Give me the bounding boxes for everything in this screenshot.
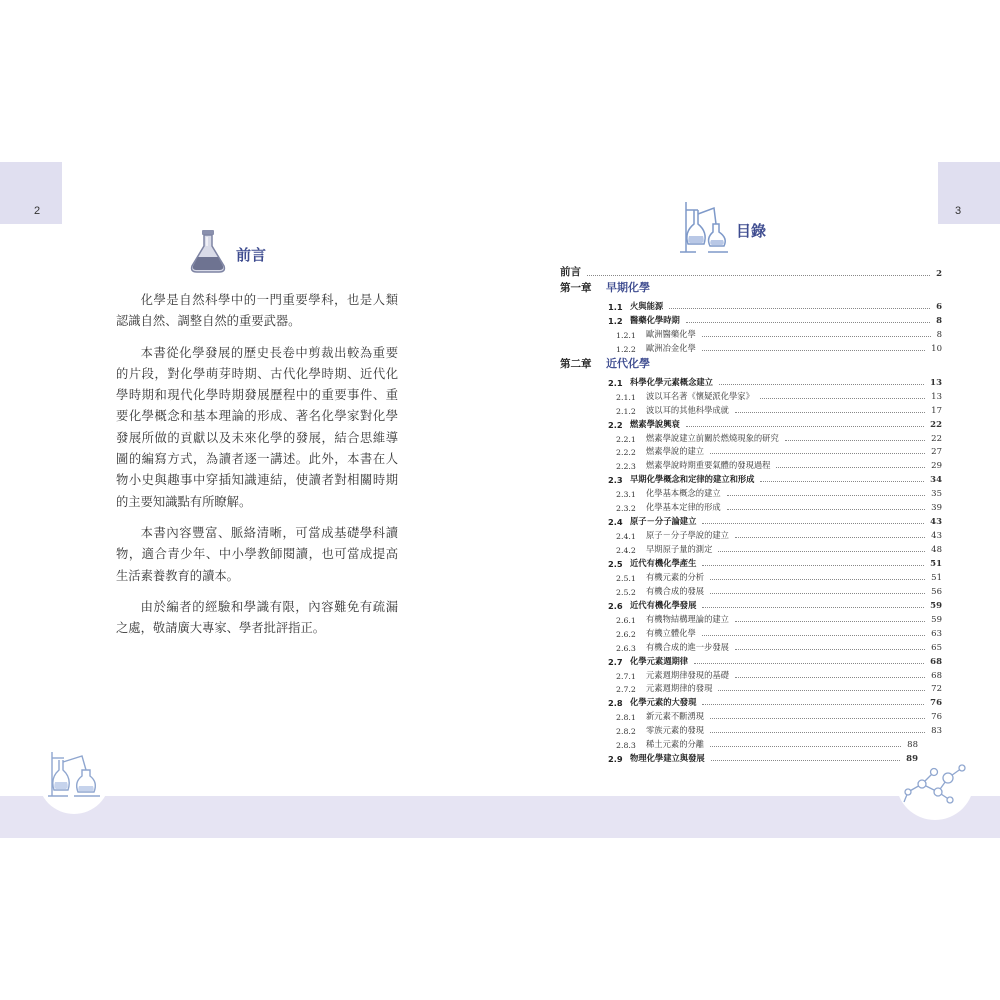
toc-entry-sec	[560, 654, 942, 667]
toc-entry-number: 2.1	[608, 377, 623, 388]
toc-dot-leader	[702, 704, 924, 705]
toc-entry-number: 2.9	[608, 754, 623, 765]
toc-entry-sub	[560, 341, 942, 354]
toc-entry-label: 燃素學說的建立	[646, 446, 705, 457]
toc-entry-label: 稀土元素的分離	[646, 739, 705, 750]
toc-entry-number: 第二章	[560, 357, 592, 370]
toc-dot-leader	[718, 690, 925, 691]
toc-entry-number: 2.8.2	[616, 727, 636, 737]
page-tab-left	[0, 162, 62, 224]
toc-entry-sec	[560, 375, 942, 388]
toc-entry-number: 2.8	[608, 698, 623, 709]
toc-entry-chapter	[560, 282, 942, 295]
toc-dot-leader	[669, 308, 930, 309]
toc-dot-leader	[686, 426, 924, 427]
toc-entry-sub	[560, 528, 942, 541]
toc-entry-page: 56	[931, 586, 942, 597]
toc-entry-number: 1.1	[608, 302, 623, 312]
toc-dot-leader	[735, 621, 925, 622]
toc-entry-sub	[560, 723, 942, 736]
toc-entry-sub	[560, 403, 942, 416]
bottom-band	[0, 796, 1000, 838]
page-number-left: 2	[34, 205, 41, 217]
toc-entry-sec	[560, 695, 942, 708]
toc-entry-sub	[560, 681, 942, 694]
toc-entry-label: 有機合成的發展	[646, 585, 705, 596]
toc-entry-page: 76	[931, 712, 942, 723]
toc-entry-sec	[560, 417, 942, 430]
toc-entry-sub	[560, 737, 918, 750]
preface-paragraph: 本書內容豐富、脈絡清晰，可當成基礎學科讀物，適合青少年、中小學教師閱讀，也可當成提高生活素養教育的讀本。	[116, 525, 398, 583]
toc-entry-sec	[560, 556, 942, 569]
toc-entry-label: 近代有機化學產生	[630, 557, 697, 568]
toc-entry-label: 有機元素的分析	[646, 571, 705, 582]
toc-entry-sub	[560, 626, 942, 639]
toc-entry-number: 2.5.2	[616, 587, 636, 597]
toc-entry-page: 51	[931, 572, 942, 583]
toc-entry-label: 有機立體化學	[646, 627, 696, 638]
toc-entry-label: 燃素學說興衰	[630, 418, 680, 429]
toc-entry-label: 波以耳的其他科學成就	[646, 404, 729, 415]
toc-dot-leader	[760, 398, 925, 399]
toc-entry-page: 83	[931, 726, 942, 737]
toc-entry-page: 68	[931, 670, 942, 681]
toc-entry-page: 27	[931, 447, 942, 458]
toc-entry-number: 2.2.3	[616, 462, 636, 472]
toc-entry-page: 72	[931, 684, 942, 695]
molecule-icon	[900, 762, 970, 806]
toc-dot-leader	[702, 565, 924, 566]
toc-entry-label: 燃素學說建立前關於燃燒現象的研究	[646, 432, 779, 443]
toc-entry-sub	[560, 584, 942, 597]
toc-entry-label: 科學化學元素概念建立	[630, 376, 713, 387]
toc-entry-number: 2.4.2	[616, 546, 636, 556]
toc-entry-sub	[560, 612, 942, 625]
toc-entry-number: 2.5	[608, 558, 623, 569]
toc-entry-label: 醫藥化學時期	[630, 314, 680, 325]
toc-entry-label: 有機合成的進一步發展	[646, 641, 729, 652]
toc-entry-number: 2.5.1	[616, 573, 636, 583]
toc-dot-leader	[711, 760, 900, 761]
toc-dot-leader	[587, 275, 930, 276]
toc-entry-label: 元素週期律發現的基礎	[646, 669, 729, 680]
toc-entry-page: 29	[931, 461, 942, 472]
toc-entry-label: 化學基本定律的形成	[646, 502, 721, 513]
toc-entry-page: 43	[931, 531, 942, 542]
toc-entry-number: 2.3.1	[616, 490, 636, 500]
toc-dot-leader	[718, 551, 925, 552]
toc-dot-leader	[710, 593, 925, 594]
toc-entry-page: 22	[930, 419, 942, 430]
toc-entry-number: 2.6.1	[616, 615, 636, 625]
toc-entry-number: 2.6.2	[616, 629, 636, 639]
toc-entry-number: 2.1.2	[616, 406, 636, 416]
toc-entry-sub	[560, 709, 942, 722]
toc-entry-sub	[560, 668, 942, 681]
toc-entry-label: 歐洲醫藥化學	[646, 328, 696, 339]
toc-entry-number: 2.1.1	[616, 392, 636, 402]
toc-entry-sub	[560, 640, 942, 653]
page-tab-right	[938, 162, 1000, 224]
toc-entry-page: 51	[930, 558, 942, 569]
toc-entry-number: 2.7.1	[616, 671, 636, 681]
toc-entry-label: 近代化學	[606, 356, 650, 370]
toc-entry-page: 63	[931, 628, 942, 639]
toc-dot-leader	[735, 412, 925, 413]
toc-entry-page: 43	[930, 517, 942, 528]
toc-entry-label: 有機物結構理論的建立	[646, 613, 729, 624]
toc-entry-number: 第一章	[560, 282, 592, 294]
toc-entry-number: 2.7	[608, 656, 623, 667]
toc-entry-sec	[560, 472, 942, 485]
toc-entry-label: 燃素學說時期重要氣體的發現過程	[646, 460, 771, 471]
toc-dot-leader	[702, 336, 931, 337]
toc-entry-number: 2.6	[608, 600, 623, 611]
toc-entry-page: 10	[931, 343, 942, 354]
toc-entry-page: 22	[931, 433, 942, 444]
toc-entry-sec	[560, 299, 942, 312]
toc-entry-page: 68	[930, 656, 942, 667]
toc-entry-page: 6	[936, 302, 942, 312]
toc-dot-leader	[710, 746, 901, 747]
toc-entry-sub	[560, 500, 942, 513]
toc-entry-number: 1.2	[608, 315, 623, 326]
toc-dot-leader	[719, 384, 924, 385]
toc-entry-page: 17	[931, 405, 942, 416]
toc-entry-sub	[560, 389, 942, 402]
toc-entry-sec	[560, 751, 918, 764]
toc-entry-number: 2.3	[608, 475, 623, 486]
toc-entry-label: 化學元素週期律	[630, 655, 689, 666]
toc-dot-leader	[735, 677, 925, 678]
toc-entry-label: 歐洲冶金化學	[646, 342, 696, 353]
toc-entry-number: 2.6.3	[616, 643, 636, 653]
flask-icon	[188, 228, 228, 274]
toc-dot-leader	[727, 495, 925, 496]
toc-entry-page: 13	[930, 377, 942, 388]
preface-paragraph: 本書從化學發展的歷史長卷中剪裁出較為重要的片段，對化學萌芽時期、古代化學時期、近代化學時期和現代化學時期發展歷程中的重要事件、重要化學概念和基本理論的形成、著名化學家對化學發展所做的貢獻以及未來化學的發展，結合思維導圖的編寫方式，為讀者逐一講述。此外，本書在人物小史與趣事中穿插知識連結，使讀者對相關時期的主要知識點有所瞭解。	[116, 345, 398, 509]
distillation-apparatus-icon	[678, 198, 732, 254]
preface-title: 前言	[236, 246, 267, 264]
toc-entry-chapter	[560, 358, 942, 371]
toc-entry-label: 新元素不斷湧現	[646, 711, 705, 722]
toc-entry-label: 近代有機化學發展	[630, 599, 697, 610]
toc-entry-number: 2.4	[608, 517, 623, 528]
toc-entry-page: 35	[931, 489, 942, 500]
toc-entry-label: 元素週期律的發現	[646, 683, 713, 694]
toc-entry-number: 2.4.1	[616, 532, 636, 542]
toc-dot-leader	[760, 481, 924, 482]
toc-entry-number: 1.2.1	[616, 330, 636, 340]
toc-dot-leader	[686, 322, 930, 323]
toc-entry-sub	[560, 444, 942, 457]
toc-dot-leader	[710, 718, 925, 719]
page-number-right: 3	[955, 205, 962, 217]
toc-entry-page: 89	[906, 754, 918, 765]
toc-entry-label: 早期原子量的測定	[646, 544, 713, 555]
toc-entry-page: 39	[931, 503, 942, 514]
toc-entry-sub	[560, 327, 942, 340]
toc-entry-preface	[560, 266, 942, 279]
toc-dot-leader	[776, 467, 925, 468]
toc-entry-label: 化學元素的大發現	[630, 697, 697, 708]
toc-entry-number: 2.2.1	[616, 434, 636, 444]
toc-entry-label: 早期化學	[606, 281, 650, 294]
toc-dot-leader	[785, 440, 925, 441]
preface-paragraph: 由於編者的經驗和學識有限，內容難免有疏漏之處，敬請廣大專家、學者批評指正。	[116, 599, 398, 636]
toc-entry-page: 48	[931, 545, 942, 556]
toc-entry-number: 2.8.1	[616, 713, 636, 723]
toc-entry-sub	[560, 542, 942, 555]
toc-entry-label: 零族元素的發現	[646, 725, 705, 736]
toc-entry-sub	[560, 458, 942, 471]
toc-entry-sub	[560, 431, 942, 444]
toc-entry-label: 化學基本概念的建立	[646, 488, 721, 499]
toc-entry-sec	[560, 313, 942, 326]
toc-entry-number: 2.3.2	[616, 504, 636, 514]
toc-entry-page: 8	[936, 329, 942, 340]
toc-entry-page: 2	[936, 269, 942, 279]
toc-entry-page: 76	[930, 698, 942, 709]
toc-entry-label: 早期化學概念和定律的建立和形成	[630, 474, 755, 485]
toc-entry-sec	[560, 514, 942, 527]
toc-dot-leader	[702, 635, 925, 636]
toc-dot-leader	[735, 537, 925, 538]
preface-paragraph: 化學是自然科學中的一門重要學科，也是人類認識自然、調整自然的重要武器。	[116, 293, 398, 329]
toc-entry-sub	[560, 486, 942, 499]
toc-dot-leader	[710, 732, 925, 733]
toc-entry-page: 13	[931, 391, 942, 402]
toc-entry-sub	[560, 570, 942, 583]
toc-entry-label: 前言	[560, 266, 581, 278]
toc-entry-label: 火與能源	[630, 301, 664, 311]
toc-entry-label: 原子－分子學說的建立	[646, 530, 729, 541]
toc-title: 目錄	[736, 222, 767, 240]
toc-entry-page: 59	[931, 614, 942, 625]
toc-entry-page: 88	[907, 740, 918, 751]
toc-entry-page: 65	[931, 642, 942, 653]
toc-dot-leader	[727, 509, 925, 510]
toc-entry-sec	[560, 598, 942, 611]
toc-dot-leader	[702, 607, 924, 608]
toc-entry-label: 波以耳名著《懷疑派化學家》	[646, 390, 754, 401]
toc-dot-leader	[710, 579, 925, 580]
toc-dot-leader	[694, 663, 924, 664]
toc-dot-leader	[735, 649, 925, 650]
toc-dot-leader	[702, 350, 925, 351]
toc-entry-number: 2.8.3	[616, 741, 636, 751]
toc-entry-page: 34	[930, 475, 942, 486]
toc-entry-label: 物理化學建立與發展	[630, 753, 705, 764]
toc-entry-number: 2.2.2	[616, 448, 636, 458]
toc-entry-page: 8	[936, 315, 942, 326]
toc-dot-leader	[710, 453, 925, 454]
toc-entry-label: 原子－分子論建立	[630, 516, 697, 527]
toc-entry-page: 59	[930, 600, 942, 611]
toc-entry-number: 1.2.2	[616, 344, 636, 354]
toc-dot-leader	[702, 523, 924, 524]
toc-entry-number: 2.2	[608, 419, 623, 430]
lab-apparatus-icon	[46, 748, 104, 800]
toc-entry-number: 2.7.2	[616, 685, 636, 695]
preface-body	[116, 290, 398, 649]
